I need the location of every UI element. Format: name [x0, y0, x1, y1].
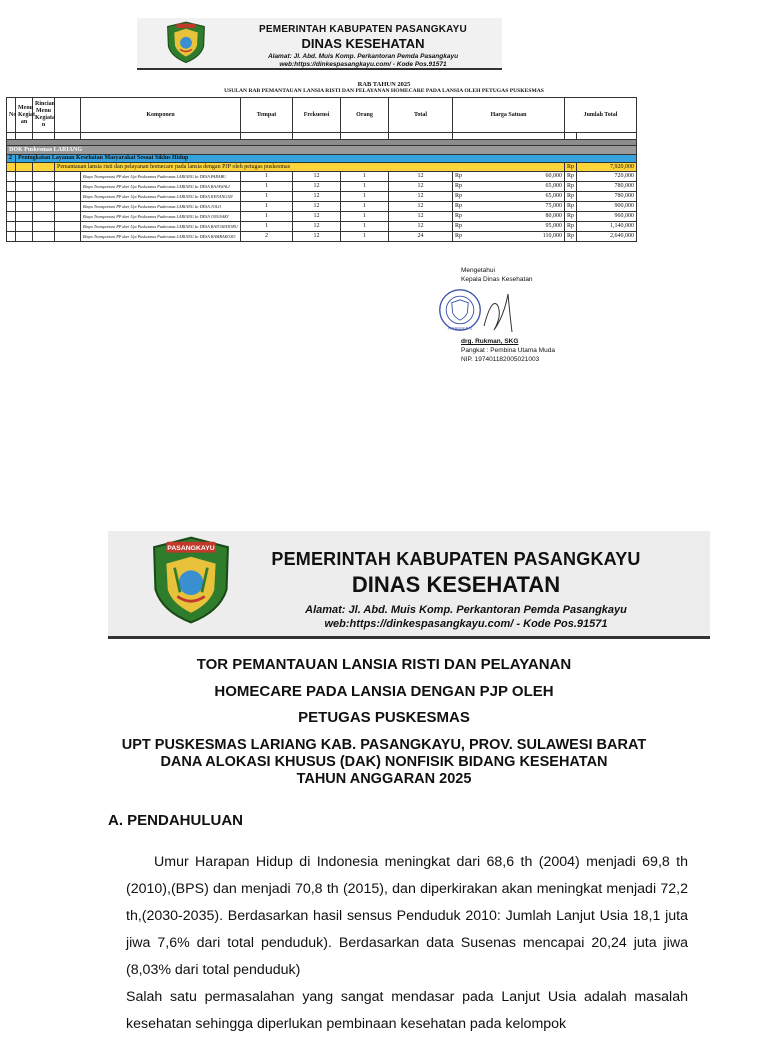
letterhead-large-line1: PEMERINTAH KABUPATEN PASANGKAYU — [271, 549, 641, 569]
table-row — [7, 192, 637, 202]
signature-details — [461, 337, 555, 364]
harga-value: 60,000 — [545, 173, 562, 179]
cell-jumlah: 720,000 — [577, 172, 637, 182]
header-frekuensi: Frekuensi — [293, 98, 341, 133]
harga-rp: Rp — [455, 193, 463, 199]
cell-tempat: 1 — [241, 192, 293, 202]
activity-rp: Rp — [565, 163, 577, 172]
header-komponen: Komponen — [81, 98, 241, 133]
stamp-text: PASANGKAYU — [447, 326, 473, 331]
paragraph-2: Salah satu permasalahan yang sangat mendasar pada Lanjut Usia adalah masalah kesehatan sehingga diperlukan pembinaan kesehatan pada kelompok — [126, 989, 688, 1032]
cell-rp: Rp — [565, 172, 577, 182]
pasangkayu-logo-icon — [163, 20, 209, 64]
section-heading: A. PENDAHULUAN — [108, 812, 243, 829]
rab-rows — [7, 172, 637, 242]
cell-komponen: Biaya Transportasi PP dari Upt Puskesmas Puskesmas LARIANG ke DESA BAMBAKOSO — [81, 232, 241, 242]
cell-frekuensi: 12 — [293, 222, 341, 232]
pasangkayu-logo-large-icon — [150, 534, 232, 626]
cell-tempat: 1 — [241, 182, 293, 192]
handwritten-signature-icon — [478, 286, 518, 338]
harga-rp: Rp — [455, 203, 463, 209]
letterhead-address-line: Alamat: Jl. Abd. Muis Komp. Perkantoran Pemda Pasangkayu — [267, 53, 459, 60]
harga-value: 95,000 — [545, 223, 562, 229]
cell-komponen: Biaya Transportasi PP dari Upt Puskesmas Puskesmas LARIANG ke DESA BATUMATORU — [81, 222, 241, 232]
cell-frekuensi: 12 — [293, 212, 341, 222]
letterhead-large-address-line: Alamat: Jl. Abd. Muis Komp. Perkantoran Pemda Pasangkayu — [305, 604, 627, 616]
activity-label: Pemantauan lansia risti dan pelayanan homecare pada lansia dengan PJP oleh petugas puskesmas — [55, 163, 565, 172]
section-label: Peningkatan Layanan Kesehatan Masyarakat Sesuai Siklus Hidup — [16, 155, 637, 163]
rab-subtitle: USULAN RAB PEMANTAUAN LANSIA RISTI DAN PELAYANAN HOMECARE PADA LANSIA OLEH PETUGAS PUSKESMAS — [224, 88, 544, 94]
table-row — [7, 202, 637, 212]
sig-pangkat: Pangkat : Pembina Utama Muda — [461, 347, 555, 354]
table-header-row — [7, 98, 637, 133]
cell-rp: Rp — [565, 202, 577, 212]
harga-rp: Rp — [455, 183, 463, 189]
cell-jumlah: 2,640,000 — [577, 232, 637, 242]
harga-value: 65,000 — [545, 193, 562, 199]
cell-total: 12 — [389, 202, 453, 212]
table-row — [7, 172, 637, 182]
cell-orang: 1 — [341, 222, 389, 232]
cell-jumlah: 900,000 — [577, 202, 637, 212]
signature-block — [461, 266, 533, 284]
harga-rp: Rp — [455, 233, 463, 239]
logo-text: PASANGKAYU — [167, 544, 215, 552]
cell-rp: Rp — [565, 212, 577, 222]
harga-rp: Rp — [455, 173, 463, 179]
harga-value: 75,000 — [545, 203, 562, 209]
sig-name: drg. Rukman, SKG — [461, 338, 519, 345]
cell-harga — [453, 232, 565, 242]
cell-jumlah: 780,000 — [577, 192, 637, 202]
cell-jumlah: 1,140,000 — [577, 222, 637, 232]
cell-jumlah: 780,000 — [577, 182, 637, 192]
table-dok-row — [7, 146, 637, 155]
sig-nip: NIP. 197401182005021003 — [461, 356, 540, 363]
letterhead-line2: DINAS KESEHATAN — [301, 36, 425, 51]
cell-orang: 1 — [341, 182, 389, 192]
letterhead-web-line: web:https://dinkespasangkayu.com/ - Kode Pos.91571 — [279, 61, 447, 68]
cell-frekuensi: 12 — [293, 202, 341, 212]
header-orang: Orang — [341, 98, 389, 133]
cell-harga — [453, 192, 565, 202]
header-no: No — [7, 98, 16, 133]
table-row — [7, 212, 637, 222]
rab-title: RAB TAHUN 2025 — [357, 81, 411, 88]
upt-line2: DANA ALOKASI KHUSUS (DAK) NONFISIK BIDANG KESEHATAN — [160, 754, 608, 770]
cell-harga — [453, 212, 565, 222]
dok-label: DOK Puskesmas LARIANG — [7, 146, 637, 155]
cell-harga — [453, 202, 565, 212]
table-row — [7, 222, 637, 232]
cell-jumlah: 960,000 — [577, 212, 637, 222]
cell-orang: 1 — [341, 212, 389, 222]
header-harga: Harga Satuan — [453, 98, 565, 133]
cell-tempat: 2 — [241, 232, 293, 242]
section-no: 2 — [7, 155, 16, 163]
table-row — [7, 182, 637, 192]
cell-tempat: 1 — [241, 202, 293, 212]
upt-line3: TAHUN ANGGARAN 2025 — [296, 771, 472, 787]
table-activity-row — [7, 163, 637, 172]
cell-komponen: Biaya Transportasi PP dari Upt Puskesmas Puskesmas LARIANG ke DESA ONGSAKI — [81, 212, 241, 222]
cell-harga — [453, 172, 565, 182]
harga-value: 65,000 — [545, 183, 562, 189]
letterhead-large — [108, 531, 710, 639]
cell-komponen: Biaya Transportasi PP dari Upt Puskesmas Puskesmas LARIANG ke DESA KENANGAN — [81, 192, 241, 202]
cell-orang: 1 — [341, 192, 389, 202]
upt-line1: UPT PUSKESMAS LARIANG KAB. PASANGKAYU, PROV. SULAWESI BARAT — [121, 737, 647, 753]
harga-rp: Rp — [455, 223, 463, 229]
cell-rp: Rp — [565, 222, 577, 232]
header-tempat: Tempat — [241, 98, 293, 133]
cell-frekuensi: 12 — [293, 172, 341, 182]
cell-frekuensi: 12 — [293, 192, 341, 202]
sig-role: Kepala Dinas Kesehatan — [461, 276, 533, 283]
table-blank-row — [7, 133, 637, 140]
cell-rp: Rp — [565, 192, 577, 202]
cell-orang: 1 — [341, 232, 389, 242]
cell-frekuensi: 12 — [293, 232, 341, 242]
tor-title-line2: HOMECARE PADA LANSIA DENGAN PJP OLEH — [214, 683, 554, 700]
cell-total: 12 — [389, 172, 453, 182]
cell-komponen: Biaya Transportasi PP dari Upt Puskesmas Puskesmas LARIANG ke DESA BAJAWALI — [81, 182, 241, 192]
letterhead-line1: PEMERINTAH KABUPATEN PASANGKAYU — [259, 24, 467, 35]
cell-total: 24 — [389, 232, 453, 242]
cell-total: 12 — [389, 222, 453, 232]
cell-komponen: Biaya Transportasi PP dari Upt Puskesmas Puskesmas LARIANG ke DESA JOLO — [81, 202, 241, 212]
paragraph-1: Umur Harapan Hidup di Indonesia meningkat dari 68,6 th (2004) menjadi 69,8 th (2010),(BPS) dan menjadi 70,8 th (2015), dan diperkirakan akan meningkat menjadi 72,2 th,(2030-2035). Berdasarkan hasil sensus Penduduk 2010: Jumlah Lanjut Usia 18,1 juta jiwa 7,6% dari total penduduk). Berdasarkan data Susenas mencapai 20,24 juta jiwa (8,03% dari total penduduk) — [126, 854, 688, 978]
cell-total: 12 — [389, 192, 453, 202]
tor-title-line3: PETUGAS PUSKESMAS — [298, 709, 470, 726]
letterhead-large-address — [246, 603, 686, 631]
header-jumlah: Jumlah Total — [565, 98, 637, 133]
cell-tempat: 1 — [241, 222, 293, 232]
header-rincian: Rincian Menu Kegiata n — [33, 98, 55, 133]
header-total: Total — [389, 98, 453, 133]
rab-table — [6, 97, 637, 242]
cell-total: 12 — [389, 212, 453, 222]
letterhead-large-web-line: web:https://dinkespasangkayu.com/ - Kode Pos.91571 — [324, 618, 608, 630]
tor-title-line1: TOR PEMANTAUAN LANSIA RISTI DAN PELAYANAN — [196, 656, 572, 673]
cell-total: 12 — [389, 182, 453, 192]
cell-tempat: 1 — [241, 172, 293, 182]
cell-frekuensi: 12 — [293, 182, 341, 192]
header-menu: Menu Kegiat an — [16, 98, 33, 133]
cell-tempat: 1 — [241, 212, 293, 222]
official-stamp-icon — [436, 287, 484, 333]
header-blank — [55, 98, 81, 133]
harga-value: 80,000 — [545, 213, 562, 219]
harga-rp: Rp — [455, 213, 463, 219]
harga-value: 110,000 — [542, 233, 562, 239]
letterhead-address — [233, 53, 493, 69]
letterhead-large-line2: DINAS KESEHATAN — [351, 572, 561, 597]
letterhead-small — [137, 18, 502, 70]
cell-harga — [453, 182, 565, 192]
cell-orang: 1 — [341, 172, 389, 182]
cell-harga — [453, 222, 565, 232]
cell-orang: 1 — [341, 202, 389, 212]
activity-total: 7,920,000 — [577, 163, 637, 172]
cell-rp: Rp — [565, 182, 577, 192]
cell-komponen: Biaya Transportasi PP dari Upt Puskesmas Puskesmas LARIANG ke DESA PARABU — [81, 172, 241, 182]
cell-rp: Rp — [565, 232, 577, 242]
table-section-row — [7, 155, 637, 163]
sig-mengetahui: Mengetahui — [461, 267, 495, 274]
table-row — [7, 232, 637, 242]
